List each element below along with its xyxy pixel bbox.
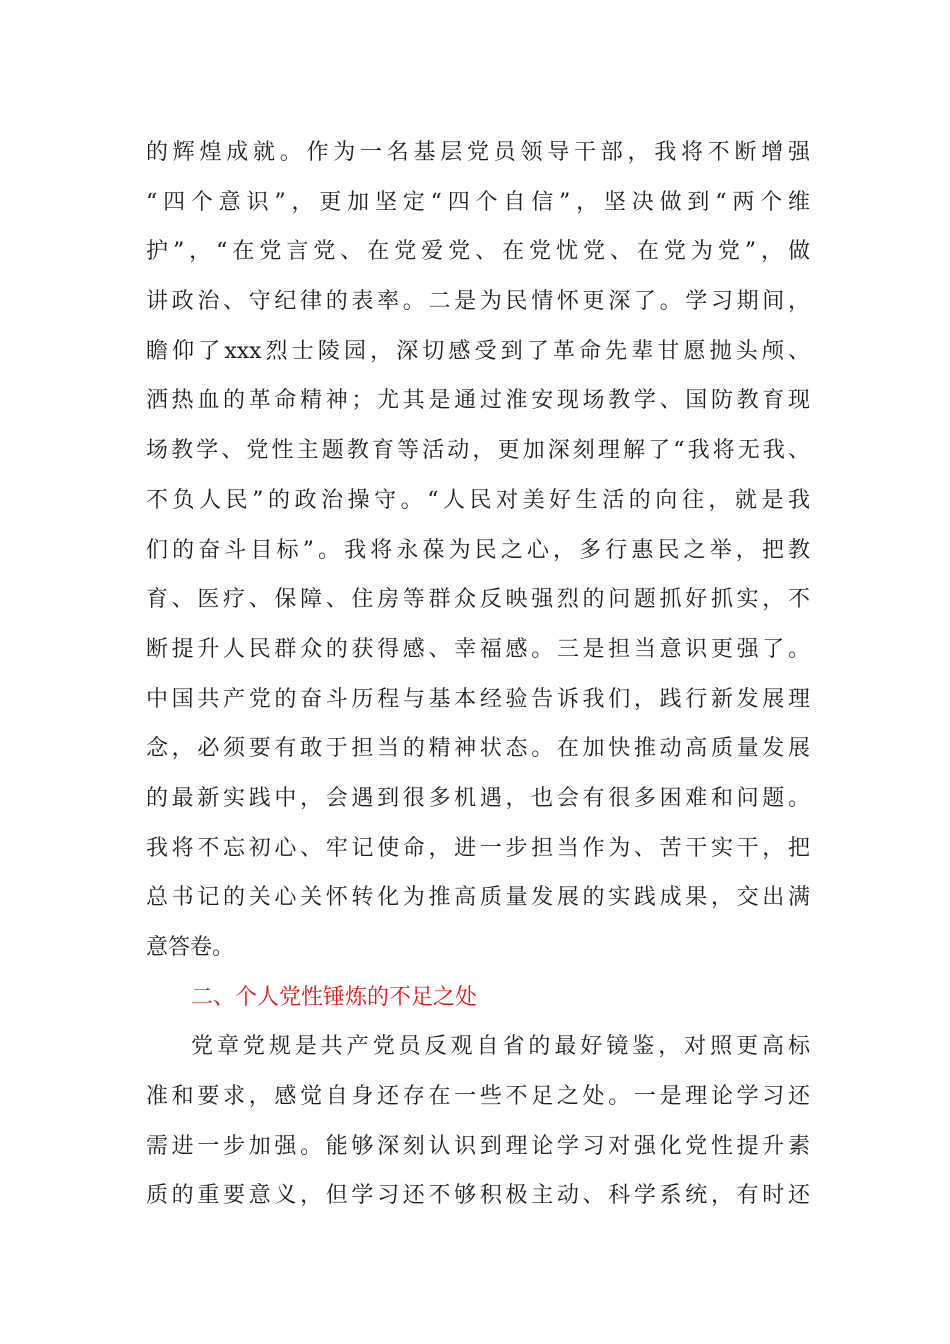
paragraph-shortcomings (146, 1022, 810, 1221)
text-line: 意答卷。 (146, 935, 235, 960)
text-line: 断提升人民群众的获得感、幸福感。三是担当意识更强了。 (146, 636, 810, 662)
text-line: 护”，“在党言党、在党爱党、在党忧党、在党为党”，做 (146, 239, 810, 265)
text-line: 场教学、党性主题教育等活动，更加深刻理解了“我将无我、 (146, 438, 810, 464)
paragraph-continuation (146, 128, 810, 973)
text-line: 念，必须要有敢于担当的精神状态。在加快推动高质量发展 (146, 736, 810, 762)
text-line: 总书记的关心关怀转化为推高质量发展的实践成果，交出满 (146, 885, 810, 911)
text-line: 准和要求，感觉自身还存在一些不足之处。一是理论学习还 (146, 1084, 810, 1110)
text-line: 的辉煌成就。作为一名基层党员领导干部，我将不断增强 (146, 140, 810, 165)
text-line: 中国共产党的奋斗历程与基本经验告诉我们，践行新发展理 (146, 686, 810, 712)
text-line: 党章党规是共产党员反观自省的最好镜鉴，对照更高标 (191, 1034, 810, 1060)
text-line: 育、医疗、保障、住房等群众反映强烈的问题抓好抓实，不 (146, 587, 810, 613)
text-line: “四个意识”，更加坚定“四个自信”，坚决做到“两个维 (146, 189, 810, 215)
text-line: 不负人民”的政治操守。“人民对美好生活的向往，就是我 (146, 487, 810, 513)
text-line: 质的重要意义，但学习还不够积极主动、科学系统，有时还 (146, 1183, 810, 1209)
text-line: 们的奋斗目标”。我将永葆为民之心，多行惠民之举，把教 (146, 537, 810, 563)
text-line: 需进一步加强。能够深刻认识到理论学习对强化党性提升素 (146, 1133, 810, 1159)
text-line: 我将不忘初心、牢记使命，进一步担当作为、苦干实干，把 (146, 835, 810, 861)
section-heading: 二、个人党性锤炼的不足之处 (191, 984, 478, 1010)
text-line: 洒热血的革命精神；尤其是通过淮安现场教学、国防教育现 (146, 388, 810, 414)
text-line: 的最新实践中，会遇到很多机遇，也会有很多困难和问题。 (146, 785, 810, 811)
document-body (146, 128, 810, 1221)
text-line: 瞻仰了xxx烈士陵园，深切感受到了革命先辈甘愿抛头颅、 (146, 338, 810, 364)
text-line: 讲政治、守纪律的表率。二是为民情怀更深了。学习期间， (146, 289, 810, 315)
